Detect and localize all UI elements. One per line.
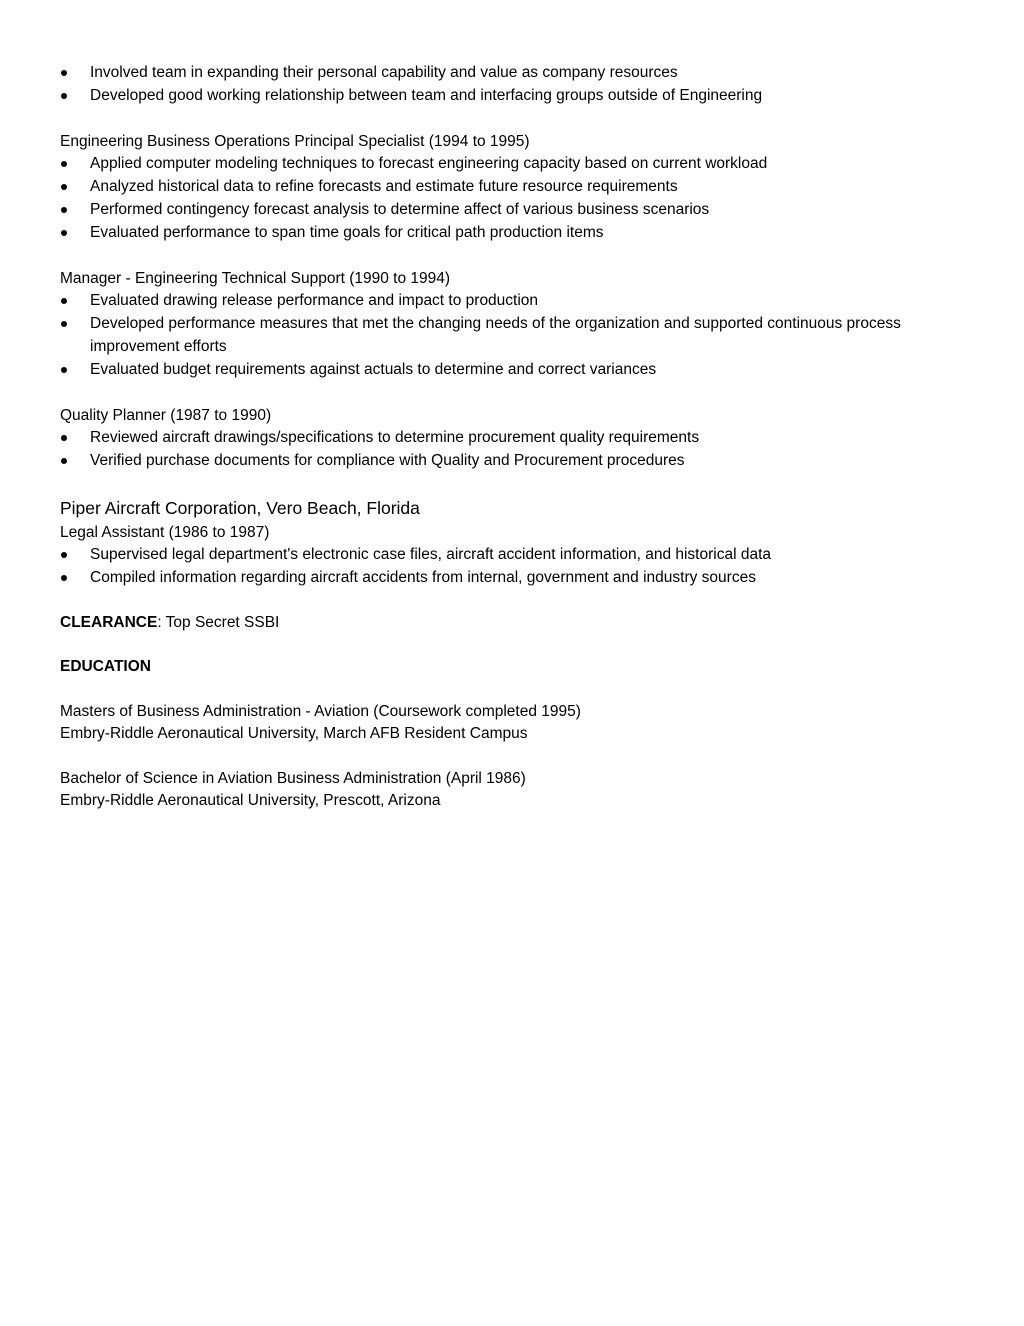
role-bullet-list [60, 290, 960, 381]
bullet-icon [61, 435, 67, 441]
bullet-text: Involved team in expanding their personal capability and value as company resources [90, 64, 678, 81]
list-item [60, 290, 960, 313]
education-heading: EDUCATION [60, 658, 151, 675]
role-title: Legal Assistant (1986 to 1987) [60, 523, 270, 541]
list-item [60, 85, 960, 108]
bullet-icon [61, 70, 67, 76]
list-item [60, 153, 960, 176]
top-bullet-list [60, 62, 960, 108]
bullet-text: Applied computer modeling techniques to forecast engineering capacity based on current workload [90, 155, 768, 172]
role-title: Quality Planner (1987 to 1990) [60, 406, 272, 424]
bullet-icon [61, 184, 67, 190]
bullet-icon [61, 298, 67, 304]
bullet-icon [61, 230, 67, 236]
list-item [60, 544, 960, 567]
bullet-text: Developed good working relationship between team and interfacing groups outside of Engineering [90, 87, 763, 104]
bullet-text: Supervised legal department's electronic case files, aircraft accident information, and historical data [90, 545, 772, 563]
list-item [60, 62, 960, 85]
bullet-text: Developed performance measures that met the changing needs of the organization and supported continuous process improvement efforts [90, 315, 901, 355]
list-item [60, 199, 960, 222]
bullet-icon [61, 207, 67, 213]
bullet-icon [61, 93, 67, 99]
bullet-text: Evaluated budget requirements against actuals to determine and correct variances [90, 360, 657, 378]
list-item [60, 427, 960, 450]
bullet-icon [61, 367, 67, 373]
clearance-line [60, 612, 960, 635]
clearance-value: : Top Secret SSBI [157, 613, 280, 631]
bullet-icon [61, 552, 67, 558]
role-bullet-list [60, 153, 960, 245]
bullet-icon [61, 458, 67, 464]
role-title: Engineering Business Operations Principal Specialist (1994 to 1995) [60, 133, 530, 150]
bullet-icon [61, 321, 67, 327]
degree-title: Masters of Business Administration - Aviation (Coursework completed 1995) [60, 702, 581, 720]
degree-title: Bachelor of Science in Aviation Business Administration (April 1986) [60, 769, 526, 787]
resume-page [60, 62, 960, 813]
bullet-text: Evaluated performance to span time goals for critical path production items [90, 224, 604, 241]
bullet-text: Compiled information regarding aircraft accidents from internal, government and industry sources [90, 568, 756, 586]
list-item [60, 359, 960, 382]
list-item [60, 222, 960, 245]
school-name: Embry-Riddle Aeronautical University, March AFB Resident Campus [60, 725, 528, 742]
role-bullet-list [60, 427, 960, 473]
bullet-text: Reviewed aircraft drawings/specifications to determine procurement quality requirements [90, 428, 700, 446]
company-heading: Piper Aircraft Corporation, Vero Beach, Florida [60, 497, 420, 518]
school-name: Embry-Riddle Aeronautical University, Prescott, Arizona [60, 792, 441, 809]
bullet-icon [61, 161, 67, 167]
bullet-text: Analyzed historical data to refine forecasts and estimate future resource requirements [90, 178, 678, 195]
list-item [60, 450, 960, 473]
bullet-text: Verified purchase documents for compliance with Quality and Procurement procedures [90, 451, 685, 469]
bullet-text: Evaluated drawing release performance and impact to production [90, 292, 539, 309]
list-item [60, 313, 960, 358]
list-item [60, 176, 960, 199]
role-bullet-list [60, 544, 960, 590]
list-item [60, 567, 960, 590]
bullet-text: Performed contingency forecast analysis to determine affect of various business scenarios [90, 201, 710, 218]
role-title: Manager - Engineering Technical Support (1990 to 1994) [60, 270, 451, 287]
clearance-label: CLEARANCE [60, 613, 158, 631]
bullet-icon [61, 575, 67, 581]
